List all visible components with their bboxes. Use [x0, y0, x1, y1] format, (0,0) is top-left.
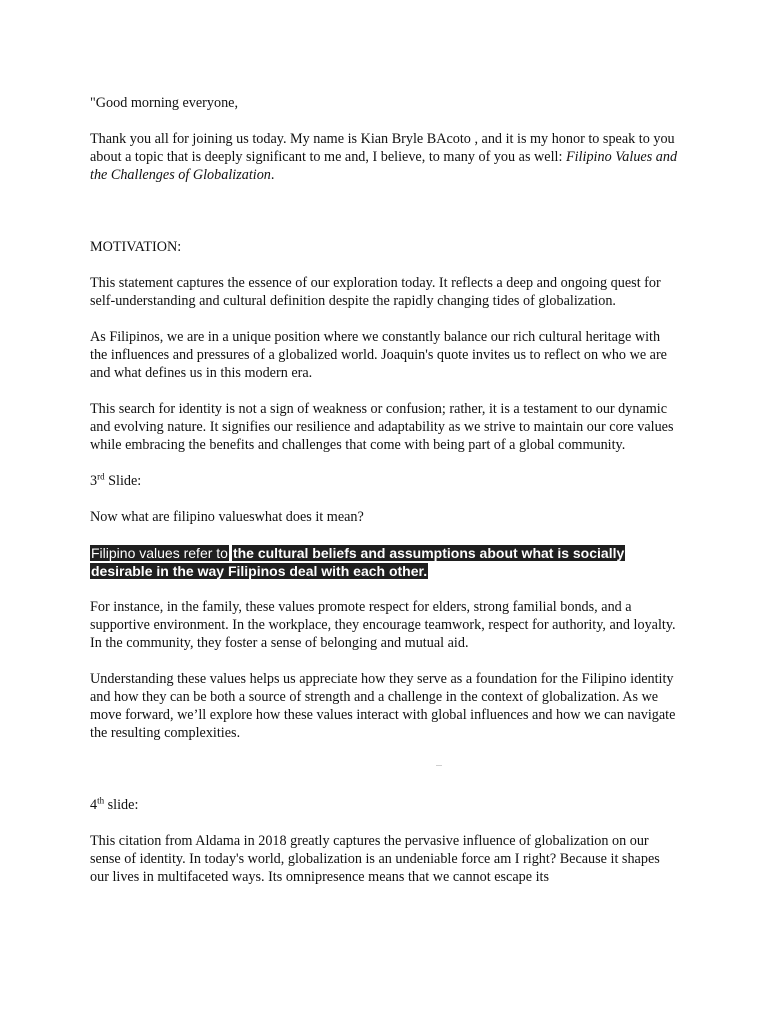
highlight-bold-1: the cultural beliefs and assumptions about what is socially: [232, 545, 625, 561]
highlight-line-2: [90, 562, 680, 580]
intro-title: Filipino Values and the Challenges of Globalization: [90, 149, 678, 183]
document-body: [90, 94, 680, 886]
motivation-paragraph-1: This statement captures the essence of our exploration today. It reflects a deep and ongoing quest for self-understanding and cultural definition despite the rapidly changing tides of globalization.: [90, 275, 661, 309]
intro-end: .: [270, 167, 275, 183]
slide-3-heading: [90, 472, 680, 490]
highlighted-definition[interactable]: [90, 544, 680, 580]
slide-3-label: Slide:: [104, 473, 142, 489]
highlight-lead: Filipino values refer to: [91, 545, 228, 561]
greeting-line: "Good morning everyone,: [90, 95, 239, 111]
question-line: Now what are filipino valueswhat does it mean?: [90, 509, 364, 525]
slide-3-number: 3: [90, 473, 98, 489]
motivation-heading: MOTIVATION:: [90, 239, 182, 255]
highlight-bold-2: desirable in the way Filipinos deal with each other.: [91, 563, 428, 579]
slide-4-label: slide:: [104, 797, 139, 813]
intro-text: Thank you all for joining us today. My name is Kian Bryle BAcoto , and it is my honor to speak to you about a topic that is deeply significant to me and, I believe, to many of you as well:: [90, 131, 675, 165]
motivation-paragraph-2: As Filipinos, we are in a unique position where we constantly balance our rich cultural heritage with the influences and pressures of a globalized world. Joaquin's quote invites us to reflect on who we are and what defines us in this modern era.: [90, 329, 667, 381]
stray-mark: [436, 765, 442, 766]
motivation-paragraph-3: This search for identity is not a sign of weakness or confusion; rather, it is a testament to our dynamic and evolving nature. It signifies our resilience and adaptability as we strive to maintain our core values while embracing the benefits and challenges that come with being part of a global community.: [90, 401, 674, 453]
text-cursor: [230, 545, 231, 560]
instance-paragraph: For instance, in the family, these values promote respect for elders, strong familial bonds, and a supportive environment. In the workplace, they encourage teamwork, respect for authority, and loyalty. In the community, they foster a sense of belonging and mutual aid.: [90, 599, 676, 651]
highlight-line-1: [90, 544, 680, 562]
slide-3-suffix: rd: [97, 471, 105, 482]
intro-paragraph: [90, 130, 680, 184]
slide-4-number: 4: [90, 797, 98, 813]
slide-4-suffix: th: [97, 795, 105, 806]
understanding-paragraph: Understanding these values helps us appreciate how they serve as a foundation for the Filipino identity and how they can be both a source of strength and a challenge in the context of globalization. As we move forward, we’ll explore how these values interact with global influences and how we can navigate the resulting complexities.: [90, 671, 676, 741]
slide-4-heading: [90, 796, 680, 814]
citation-paragraph: This citation from Aldama in 2018 greatly captures the pervasive influence of globalization on our sense of identity. In today's world, globalization is an undeniable force am I right? Because it shapes our lives in multifaceted ways. Its omnipresence means that we cannot escape its: [90, 833, 660, 885]
